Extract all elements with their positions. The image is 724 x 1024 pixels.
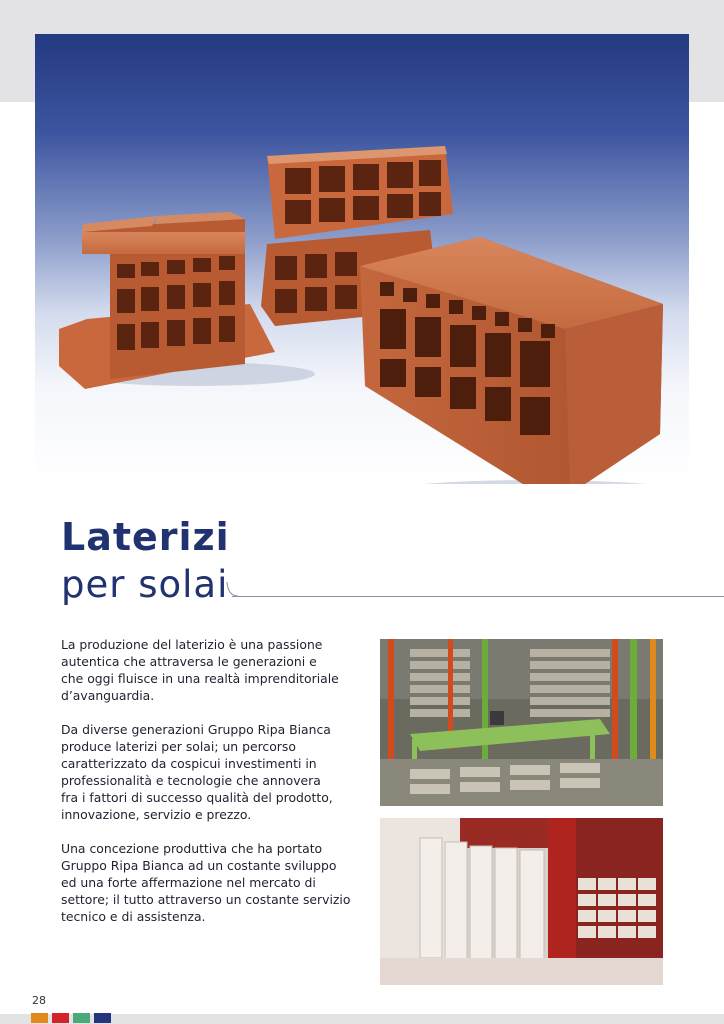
paragraph-1: La produzione del laterizio è una passione autentica che attraversa le generazioni e che oggi fluisce in una realtà imprenditoriale d’avanguardia. [61, 637, 339, 703]
title-rule [232, 596, 724, 597]
hero-bricks-illustration [35, 34, 689, 484]
left-brick [59, 212, 275, 389]
right-brick [360, 237, 663, 484]
swatch-blue [94, 1013, 111, 1023]
body-text [61, 636, 361, 942]
factory-photo-stacking [380, 639, 663, 806]
hero-image-bricks [35, 34, 689, 484]
page-title: Laterizi [61, 515, 230, 559]
swatch-red [52, 1013, 69, 1023]
paragraph-3: Una concezione produttiva che ha portato Gruppo Ripa Bianca ad un costante sviluppo ed una forte affermazione nel mercato di settore; il tutto attraverso un costante servizio tecnico e di assistenza. [61, 841, 351, 924]
page-subtitle: per solai [61, 563, 229, 606]
paragraph-2: Da diverse generazioni Gruppo Ripa Bianca produce laterizi per solai; un percorso caratterizzato da cospicui investimenti in professionalità e tecnologie che annovera fra i fattori di successo qualità del prodotto, innovazione, servizio e prezzo. [61, 722, 333, 822]
swatch-green [73, 1013, 90, 1023]
factory-photo-kiln [380, 818, 663, 985]
swatch-orange [31, 1013, 48, 1023]
page-number: 28 [32, 994, 46, 1007]
